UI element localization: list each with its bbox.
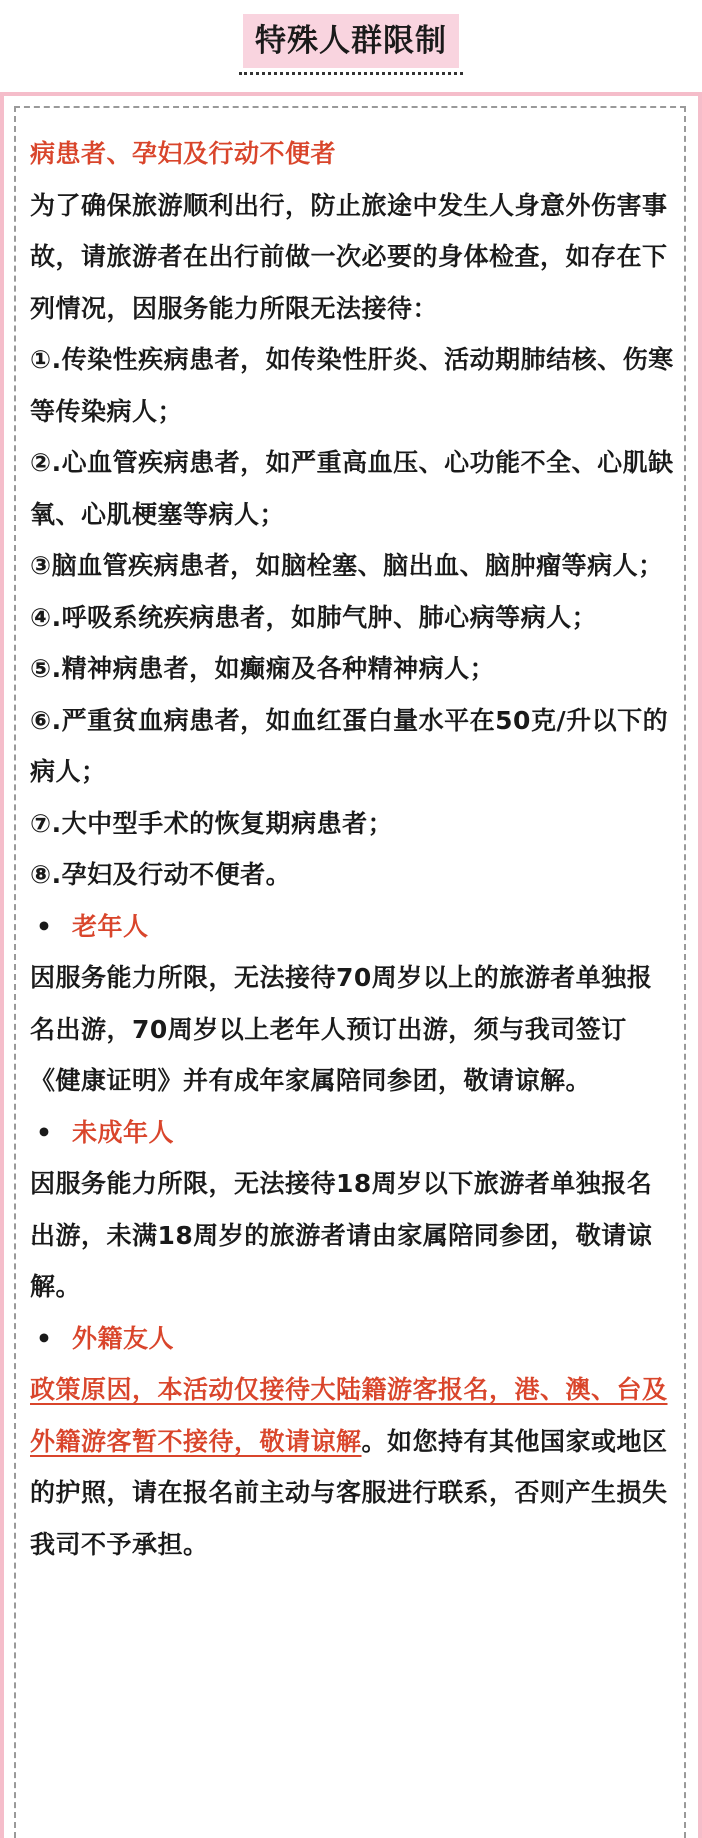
section-heading-elderly-row [30, 901, 675, 953]
title-wrap [0, 14, 702, 68]
foreigners-text [30, 1364, 675, 1570]
foreigners-contact-note: 。如您持有其他国家或地区的护照，请在报名前主动与客服进行联系，否则产生损失我司不予承担。 [30, 1426, 668, 1559]
patients-intro: 为了确保旅游顺利出行，防止旅途中发生人身意外伤害事故，请旅游者在出行前做一次必要的身体检查，如存在下列情况，因服务能力所限无法接待： [30, 190, 668, 323]
foreigners-policy-notice: 政策原因，本活动仅接待大陆籍游客报名，港、澳、台及外籍游客暂不接待，敬请谅解 [30, 1375, 668, 1456]
page-title: 特殊人群限制 [243, 14, 459, 68]
section-heading-foreigners: 外籍友人 [72, 1323, 175, 1353]
section-heading-minors: 未成年人 [72, 1117, 175, 1147]
patients-item-6: ⑥.严重贫血病患者，如血红蛋白量水平在50克/升以下的病人； [30, 705, 669, 786]
elderly-text: 因服务能力所限，无法接待70周岁以上的旅游者单独报名出游，70周岁以上老年人预订出游，须与我司签订《健康证明》并有成年家属陪同参团，敬请谅解。 [30, 963, 653, 1095]
patients-item-4: ④.呼吸系统疾病患者，如肺气肿、肺心病等病人； [30, 602, 598, 632]
patients-item-3: ③脑血管疾病患者，如脑栓塞、脑出血、脑肿瘤等病人； [30, 551, 664, 580]
bullet-icon: • [36, 1117, 53, 1147]
patients-item-7: ⑦.大中型手术的恢复期病患者； [30, 808, 394, 838]
patients-item-8: ⑧.孕妇及行动不便者。 [30, 860, 292, 889]
content-body [30, 128, 675, 1570]
minors-text: 因服务能力所限，无法接待18周岁以下旅游者单独报名出游，未满18周岁的旅游者请由家属陪同参团，敬请谅解。 [30, 1169, 653, 1301]
section-heading-patients: 病患者、孕妇及行动不便者 [30, 139, 337, 168]
bullet-icon: • [36, 1323, 53, 1353]
section-heading-foreigners-row [30, 1313, 675, 1365]
section-heading-minors-row [30, 1107, 675, 1159]
section-heading-elderly: 老年人 [72, 911, 149, 941]
patients-item-1: ①.传染性疾病患者，如传染性肝炎、活动期肺结核、伤寒等传染病人； [30, 345, 674, 426]
patients-item-5: ⑤.精神病患者，如癫痫及各种精神病人； [30, 654, 496, 683]
title-dotted-underline [239, 72, 463, 75]
patients-item-2: ②.心血管疾病患者，如严重高血压、心功能不全、心肌缺氧、心肌梗塞等病人； [30, 448, 674, 529]
bullet-icon: • [36, 911, 53, 941]
